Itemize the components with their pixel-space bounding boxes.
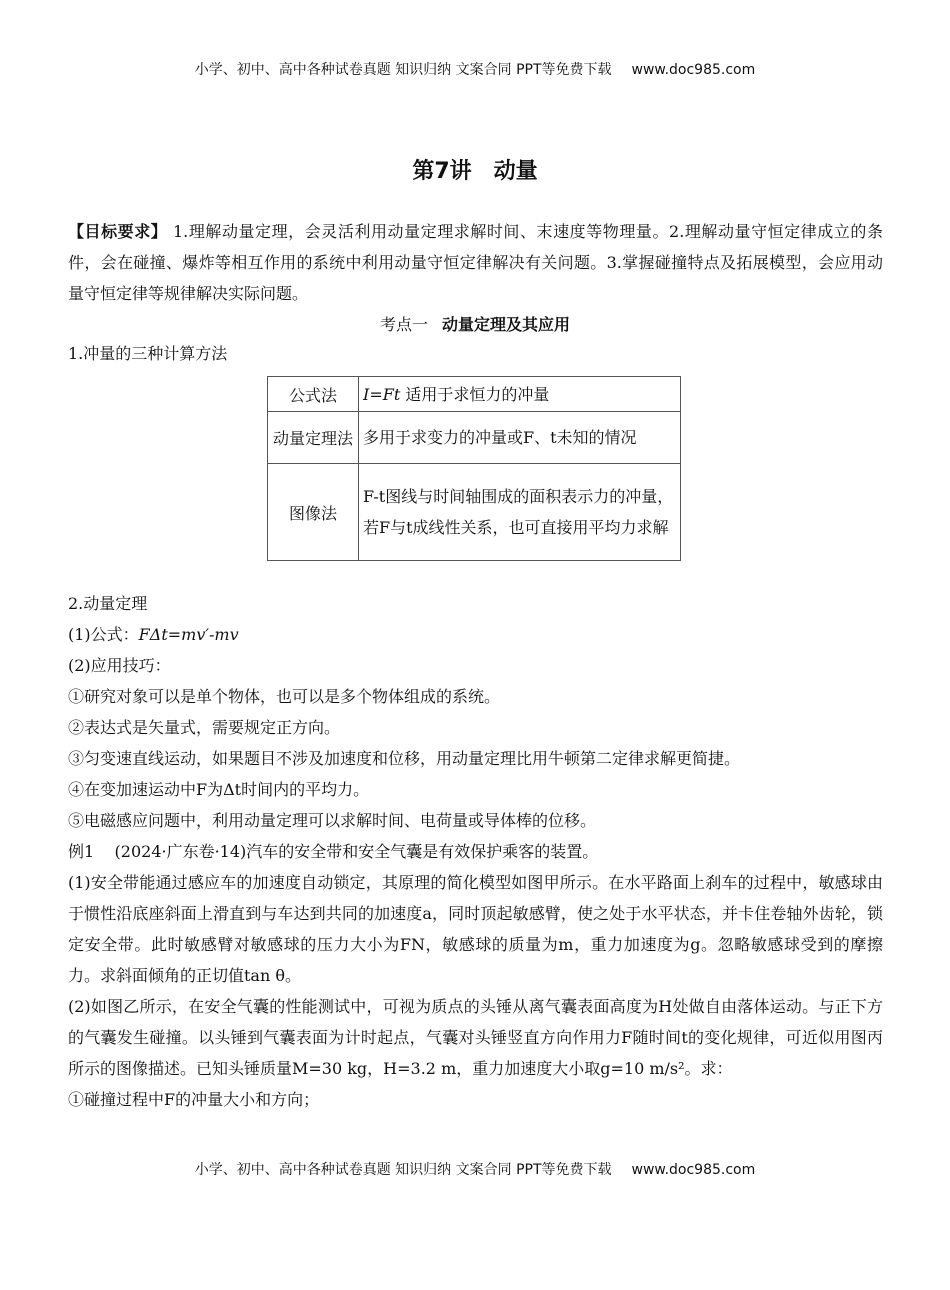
page-title [0, 154, 950, 185]
tip-item: ①研究对象可以是单个物体，也可以是多个物体组成的系统。 [68, 687, 501, 706]
table-row [268, 377, 681, 412]
header-text: 小学、初中、高中各种试卷真题 知识归纳 文案合同 PPT等免费下载 [194, 62, 612, 78]
lecture-topic: 动量 [493, 159, 538, 184]
example-part2: (2)如图乙所示，在安全气囊的性能测试中，可视为质点的头锤从离气囊表面高度为H处做自由落体运动。与正下方的气囊发生碰撞。以头锤到气囊表面为计时起点，气囊对头锤竖直方向作用力F随时间t的变化规律，可近似用图丙所示的图像描述。已知头锤质量M=30 kg，H=3.2 m，重力加速度大小取g=10 m/s²。求： [68, 997, 883, 1078]
objectives-text: 1.理解动量定理，会灵活利用动量定理求解时间、末速度等物理量。2.理解动量守恒定律成立的条件，会在碰撞、爆炸等相互作用的系统中利用动量守恒定律解决有关问题。3.掌握碰撞特点及拓展模型，会应用动量守恒定律等规律解决实际问题。 [68, 222, 883, 303]
page-header [0, 59, 950, 79]
tip-item: ④在变加速运动中F为Δt时间内的平均力。 [68, 780, 370, 799]
desc-cell: 多用于求变力的冲量或F、t未知的情况 [359, 412, 681, 464]
formula-label: (1)公式： [68, 625, 139, 644]
tip-item: ②表达式是矢量式，需要规定正方向。 [68, 718, 341, 737]
page-footer [0, 1159, 950, 1179]
method-cell: 图像法 [268, 464, 359, 561]
example-label: 例1 [68, 842, 95, 861]
header-site[interactable]: www.doc985.com [631, 62, 756, 78]
tip-item: ⑤电磁感应问题中，利用动量定理可以求解时间、电荷量或导体棒的位移。 [68, 811, 597, 830]
kaodian-heading [0, 311, 950, 339]
example-intro-text: 汽车的安全带和安全气囊是有效保护乘客的装置。 [246, 842, 599, 861]
momentum-formula: FΔt=mv′-mv [138, 625, 239, 644]
example-question1: ①碰撞过程中F的冲量大小和方向； [68, 1090, 320, 1109]
footer-site[interactable]: www.doc985.com [631, 1162, 756, 1178]
footer-text: 小学、初中、高中各种试卷真题 知识归纳 文案合同 PPT等免费下载 [194, 1162, 612, 1178]
kaodian-label: 考点一 [379, 315, 428, 334]
lecture-number: 第7讲 [412, 159, 472, 184]
desc-cell [359, 377, 681, 412]
formula-line [68, 619, 883, 650]
formula-text: I=Ft [363, 384, 401, 404]
example-source: (2024·广东卷·14) [114, 842, 247, 861]
impulse-methods-table [267, 376, 681, 561]
table-row [268, 412, 681, 464]
example-part1: (1)安全带能通过感应车的加速度自动锁定，其原理的简化模型如图甲所示。在水平路面上刹车的过程中，敏感球由于惯性沿底座斜面上滑直到与车达到共同的加速度a，同时顶起敏感臂，使之处于水平状态，并卡住卷轴外齿轮，锁定安全带。此时敏感臂对敏感球的压力大小为FN，敏感球的质量为m，重力加速度为g。忽略敏感球受到的摩擦力。求斜面倾角的正切值tan θ。 [68, 873, 883, 985]
tips-heading: (2)应用技巧： [68, 656, 171, 675]
method-cell: 动量定理法 [268, 412, 359, 464]
section1-heading: 1.冲量的三种计算方法 [68, 344, 228, 363]
example-intro [68, 836, 883, 867]
main-body [68, 588, 883, 1115]
method-cell: 公式法 [268, 377, 359, 412]
objectives [68, 216, 883, 309]
table-row [268, 464, 681, 561]
kaodian-title: 动量定理及其应用 [442, 315, 571, 334]
desc-cell: F-t图线与时间轴围成的面积表示力的冲量，若F与t成线性关系，也可直接用平均力求解 [359, 464, 681, 561]
section2-heading: 2.动量定理 [68, 594, 148, 613]
tip-item: ③匀变速直线运动，如果题目不涉及加速度和位移，用动量定理比用牛顿第二定律求解更简捷。 [68, 749, 741, 768]
desc-text: 适用于求恒力的冲量 [405, 384, 550, 404]
objectives-label: 【目标要求】 [68, 222, 168, 241]
